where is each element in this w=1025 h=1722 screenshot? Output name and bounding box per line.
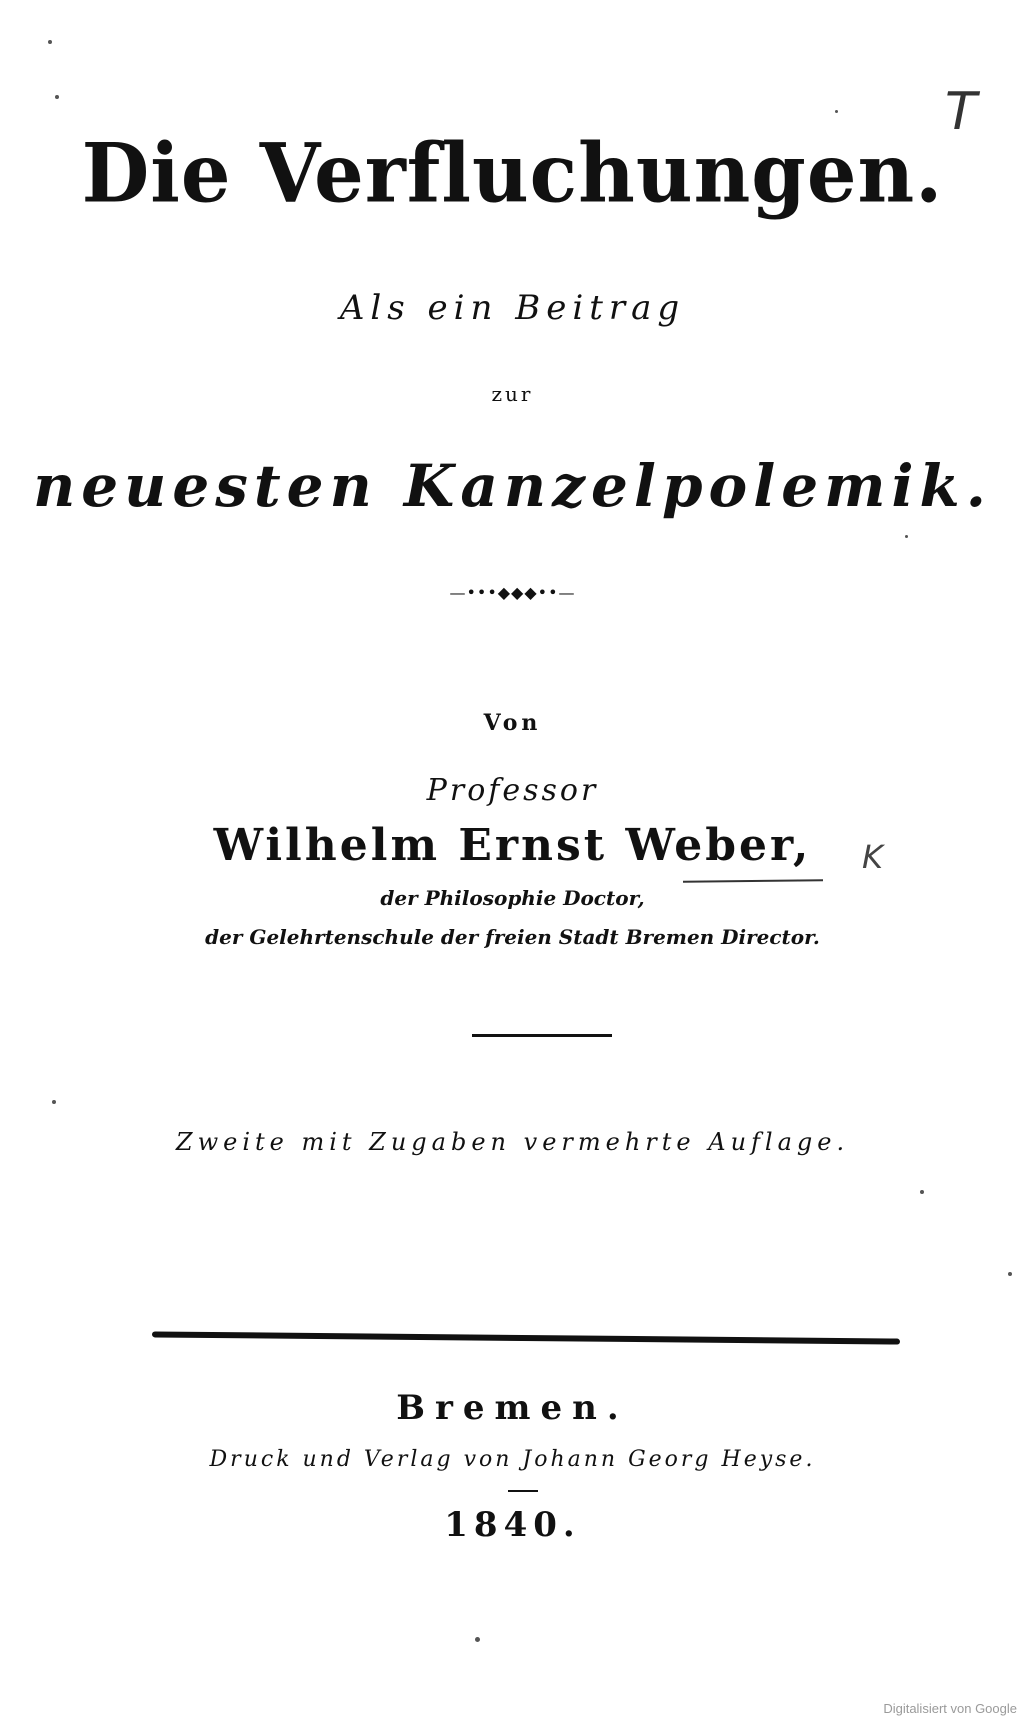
scan-speck bbox=[835, 110, 838, 113]
handwritten-author-annotation: K bbox=[862, 838, 883, 876]
author-name: Wilhelm Ernst Weber, bbox=[213, 820, 812, 871]
scan-speck bbox=[52, 1100, 56, 1104]
scan-speck bbox=[920, 1190, 924, 1194]
divider-rule-tiny bbox=[508, 1490, 538, 1492]
author-degree: der Philosophie Doctor, bbox=[380, 886, 645, 910]
author-profession: Professor bbox=[426, 773, 599, 808]
scan-speck bbox=[905, 535, 908, 538]
scan-speck bbox=[1008, 1272, 1012, 1276]
scan-speck bbox=[55, 95, 59, 99]
publication-city: Bremen. bbox=[396, 1388, 629, 1428]
author-position: der Gelehrtenschule der freien Stadt Bremen Director. bbox=[205, 925, 820, 949]
decorative-ornament: —•••◆◆◆••— bbox=[449, 583, 576, 602]
subtitle-line-3: neuesten Kanzelpolemik. bbox=[33, 452, 992, 520]
publisher-line: Druck und Verlag von Johann Georg Heyse. bbox=[209, 1447, 816, 1472]
scan-speck bbox=[48, 40, 52, 44]
handwritten-margin-note: T bbox=[945, 82, 977, 142]
subtitle-line-1: Als ein Beitrag bbox=[339, 288, 686, 328]
scan-speck bbox=[475, 1637, 480, 1642]
publication-year: 1840. bbox=[444, 1505, 581, 1545]
by-label: Von bbox=[483, 710, 542, 736]
subtitle-line-2: zur bbox=[491, 382, 534, 406]
book-title: Die Verfluchungen. bbox=[81, 125, 944, 222]
divider-rule-short bbox=[472, 1034, 612, 1037]
digitization-watermark: Digitalisiert von Google bbox=[883, 1701, 1017, 1716]
handwritten-underline bbox=[683, 879, 823, 882]
edition-statement: Zweite mit Zugaben vermehrte Auflage. bbox=[175, 1128, 850, 1156]
divider-rule-long bbox=[152, 1331, 900, 1344]
